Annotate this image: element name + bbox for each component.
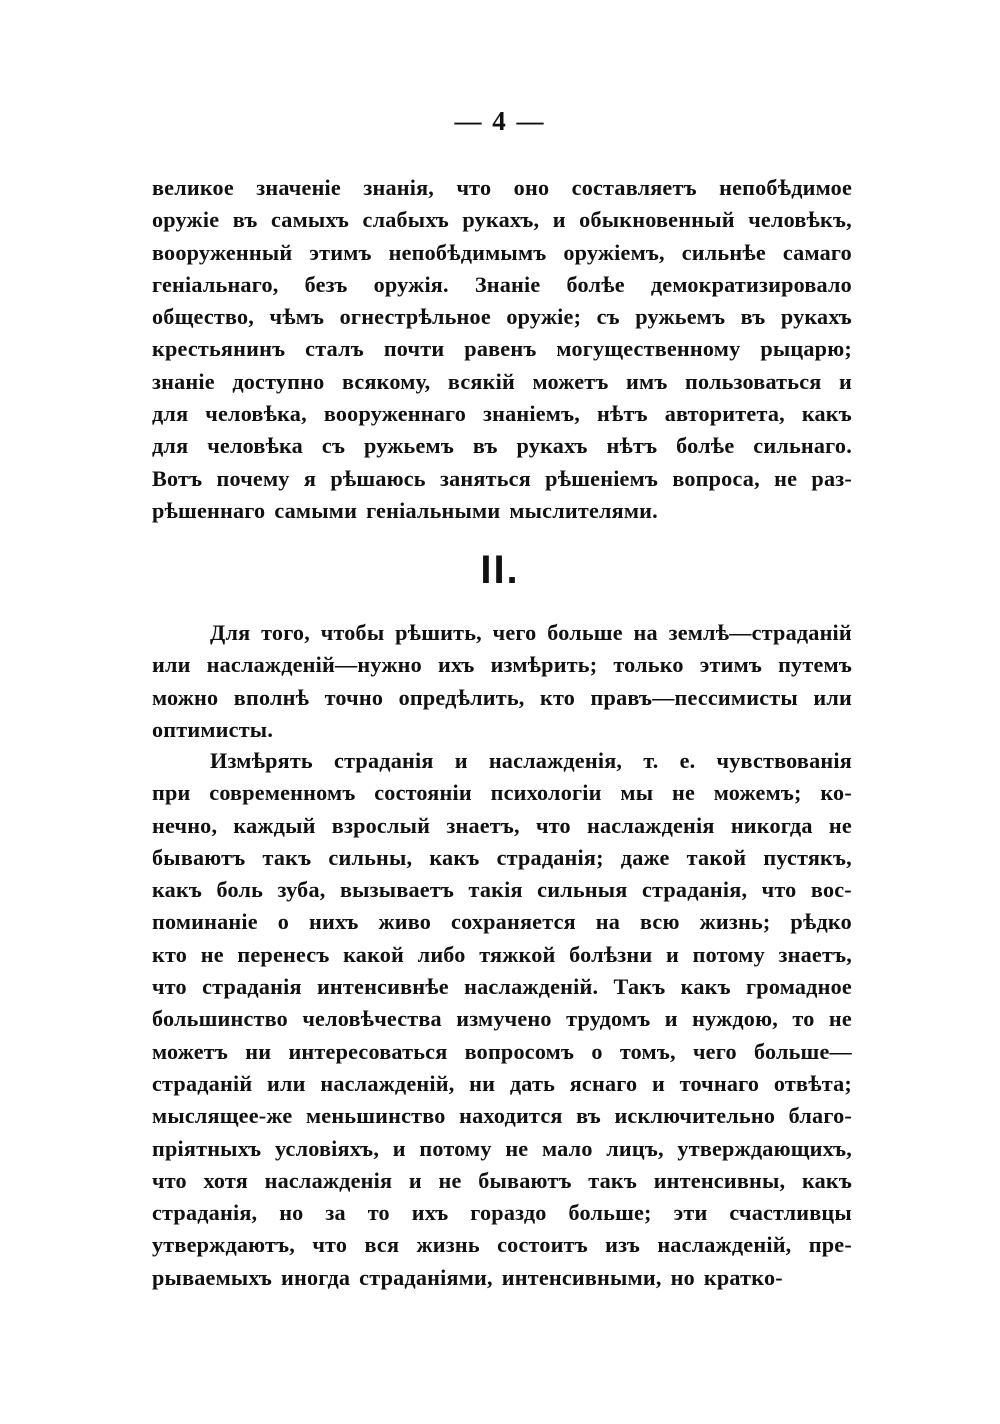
text-line: или наслажденій—нужно ихъ измѣрить; только этимъ путемъ (152, 652, 852, 678)
text-line: Вотъ почему я рѣшаюсь заняться рѣшеніемъ вопроса, не раз- (152, 465, 852, 491)
text-line: можетъ ни интересоваться вопросомъ о томъ, чего больше— (152, 1038, 852, 1064)
text-line: для человѣка, вооруженнаго знаніемъ, нѣтъ авторитета, какъ (152, 401, 852, 427)
text-line: геніальнаго, безъ оружія. Знаніе болѣе демократизировало (152, 271, 852, 297)
text-line: что страданія интенсивнѣе наслажденій. Такъ какъ громадное (152, 974, 852, 1000)
paragraph-2 (152, 617, 852, 746)
text-line: Измѣрять страданія и наслажденія, т. е. чувствованія (210, 748, 852, 773)
text-line: вооруженный этимъ непобѣдимымъ оружіемъ, сильнѣе самаго (152, 239, 852, 265)
text-line: общество, чѣмъ огнестрѣльное оружіе; съ ружьемъ въ рукахъ (152, 304, 852, 330)
text-line: утверждаютъ, что вся жизнь состоитъ изъ наслажденій, пре- (152, 1232, 852, 1258)
paragraph-1 (152, 172, 852, 527)
text-line: оружіе въ самыхъ слабыхъ рукахъ, и обыкновенный человѣкъ, (152, 207, 852, 233)
text-line: что хотя наслажденія и не бываютъ такъ интенсивны, какъ (152, 1167, 852, 1193)
text-line: при современномъ состояніи психологіи мы не можемъ; ко- (152, 780, 852, 806)
text-line: рѣшеннаго самыми геніальными мыслителями. (152, 497, 658, 523)
text-line: большинство человѣчества измучено трудомъ и нуждою, то не (152, 1006, 852, 1032)
text-line: нечно, каждый взрослый знаетъ, что наслажденія никогда не (152, 812, 852, 838)
text-line: пріятныхъ условіяхъ, и потому не мало лицъ, утверждающихъ, (152, 1135, 852, 1161)
text-line: какъ боль зуба, вызываетъ такія сильныя страданія, что вос- (152, 877, 852, 903)
page-number: — 4 — (454, 106, 546, 136)
text-line: кто не перенесъ какой либо тяжкой болѣзни и потому знаетъ, (152, 941, 852, 967)
text-line: мыслящее-же меньшинство находится въ исключительно благо- (152, 1103, 852, 1129)
text-line: оптимисты. (152, 716, 274, 742)
text-line: крестьянинъ сталъ почти равенъ могущественному рыцарю; (152, 336, 852, 362)
section-heading: II. (480, 548, 520, 592)
text-line: знаніе доступно всякому, всякій можетъ имъ пользоваться и (152, 368, 852, 394)
text-line: можно вполнѣ точно опредѣлить, кто правъ—пессимисты или (152, 684, 852, 710)
text-line: для человѣка съ ружьемъ въ рукахъ нѣтъ болѣе сильнаго. (152, 433, 852, 459)
text-line: великое значеніе знанія, что оно составляетъ непобѣдимое (152, 175, 852, 200)
paragraph-3 (152, 745, 852, 1294)
text-line: рываемыхъ иногда страданіями, интенсивными, но кратко- (152, 1264, 783, 1290)
text-line: страданій или наслажденій, ни дать яснаго и точнаго отвѣта; (152, 1070, 852, 1096)
text-line: страданія, но за то ихъ гораздо больше; эти счастливцы (152, 1200, 852, 1226)
text-line: бываютъ такъ сильны, какъ страданія; даже такой пустякъ, (152, 844, 852, 870)
text-line: поминаніе о нихъ живо сохраняется на всю жизнь; рѣдко (152, 909, 852, 935)
text-line: Для того, чтобы рѣшить, чего больше на землѣ—страданій (210, 620, 852, 645)
